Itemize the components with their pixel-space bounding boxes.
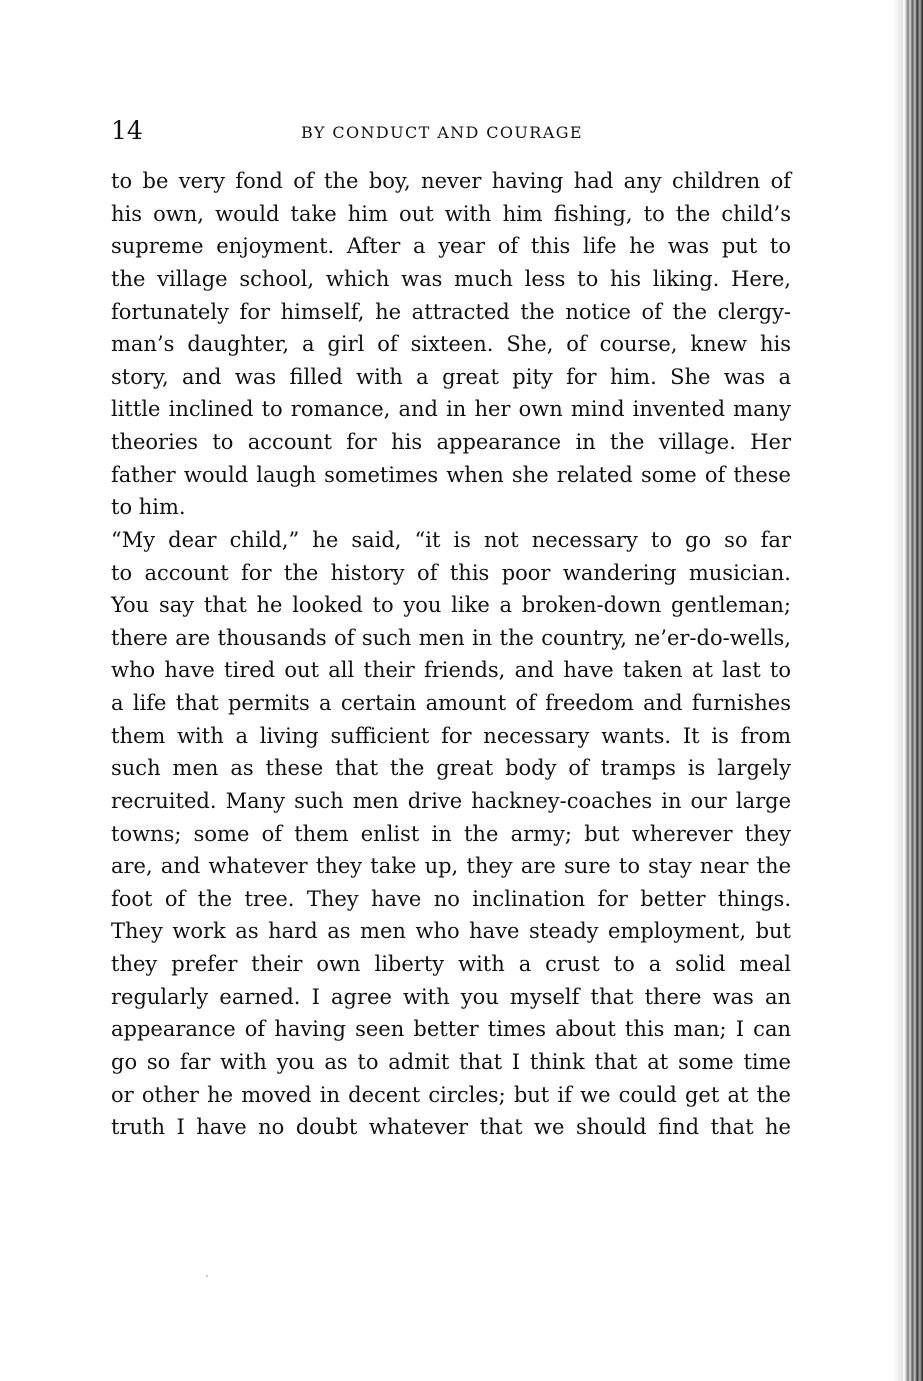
text-line: supreme enjoyment. After a year of this life he was put to — [111, 234, 791, 259]
text-line: are, and whatever they take up, they are sure to stay near the — [111, 854, 791, 879]
text-line: little inclined to romance, and in her own mind invented many — [111, 397, 791, 422]
text-line: foot of the tree. They have no inclination for better things. — [111, 886, 791, 911]
body-text — [111, 165, 791, 1144]
text-line: story, and was filled with a great pity for him. She was a — [111, 364, 791, 389]
text-line: recruited. Many such men drive hackney-coaches in our large — [111, 788, 791, 813]
text-line: father would laugh sometimes when she related some of these — [111, 462, 791, 487]
text-line: to him. — [111, 495, 186, 520]
text-line: man’s daughter, a girl of sixteen. She, of course, knew his — [111, 332, 791, 357]
text-line: his own, would take him out with him fishing, to the child’s — [111, 201, 791, 226]
text-line: such men as these that the great body of tramps is largely — [111, 756, 791, 781]
text-line: fortunately for himself, he attracted the notice of the clergy- — [111, 299, 791, 324]
book-binding-edge — [903, 0, 923, 1381]
text-line: appearance of having seen better times about this man; I can — [111, 1017, 791, 1042]
page-header — [111, 116, 791, 150]
paper-speck — [206, 1275, 208, 1277]
text-line: towns; some of them enlist in the army; but wherever they — [111, 821, 791, 846]
text-line: truth I have no doubt whatever that we should find that he — [111, 1115, 791, 1140]
text-line: theories to account for his appearance in the village. Her — [111, 430, 791, 454]
text-line: to account for the history of this poor wandering musician. — [111, 560, 791, 585]
text-line: them with a living sufficient for necessary wants. It is from — [111, 723, 791, 748]
page-number: 14 — [111, 116, 143, 145]
text-line: they prefer their own liberty with a crust to a solid meal — [111, 952, 791, 976]
text-line: there are thousands of such men in the country, ne’er-do-wells, — [111, 625, 791, 650]
binding-shadow — [893, 0, 903, 1381]
text-line: a life that permits a certain amount of freedom and furnishes — [111, 691, 791, 715]
text-line: the village school, which was much less to his liking. Here, — [111, 266, 791, 291]
text-line: or other he moved in decent circles; but if we could get at the — [111, 1082, 791, 1107]
text-line: They work as hard as men who have steady employment, but — [111, 919, 791, 944]
text-line: You say that he looked to you like a broken-down gentleman; — [111, 593, 791, 618]
running-head: BY CONDUCT AND COURAGE — [301, 123, 583, 142]
text-line: who have tired out all their friends, and have taken at last to — [111, 658, 791, 683]
text-line: to be very fond of the boy, never having had any children of — [111, 169, 791, 193]
text-line: “My dear child,” he said, “it is not necessary to go so far — [111, 527, 791, 552]
text-line: regularly earned. I agree with you myself that there was an — [111, 984, 791, 1009]
text-line: go so far with you as to admit that I think that at some time — [111, 1049, 791, 1074]
